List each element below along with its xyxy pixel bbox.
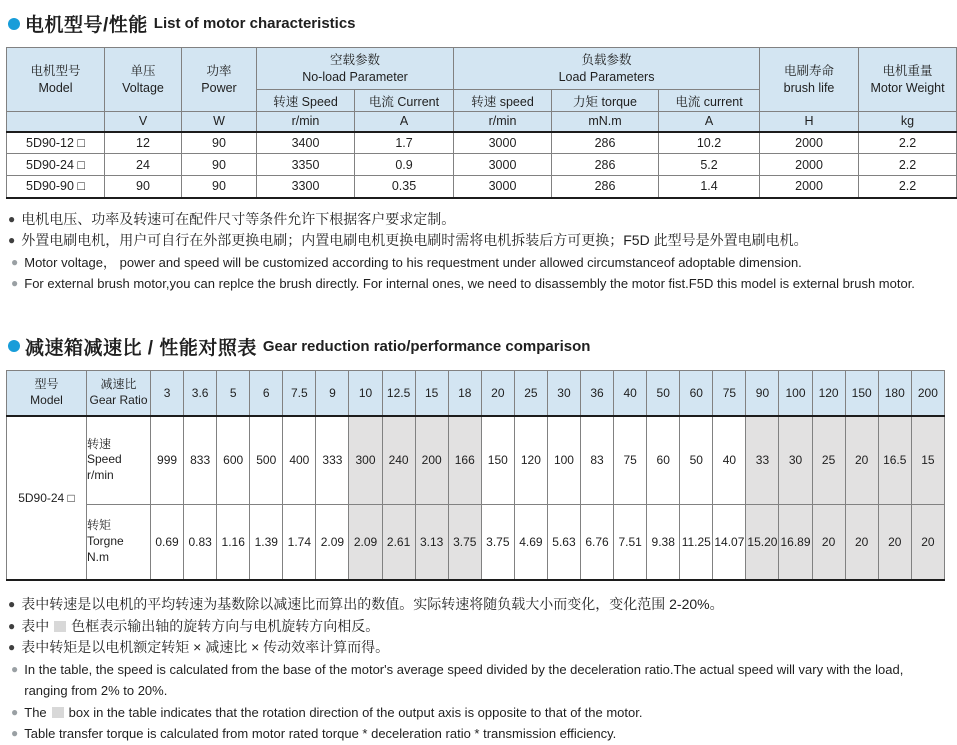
gear-ratio-header-3: 3	[151, 370, 184, 416]
note-text: 外置电刷电机，用户可自行在外部更换电刷；内置电刷电机更换电刷时需将电机拆装后方可更换；F5D 此型号是外置电刷电机。	[21, 232, 808, 248]
gear-ratio-header-180: 180	[878, 370, 911, 416]
unit-voltage: V	[105, 112, 182, 132]
load-speed-header: 转速 speed	[454, 90, 552, 112]
gear-speed-10: 300	[349, 416, 382, 504]
gear-speed-60: 50	[680, 416, 713, 504]
unit-brush: H	[760, 112, 859, 132]
cell: 12	[105, 132, 182, 154]
note-text: 电机电压、功率及转速可在配件尺寸等条件允许下根据客户要求定制。	[21, 210, 456, 227]
gear-ratio-header-150: 150	[845, 370, 878, 416]
motor-note-3	[8, 252, 945, 274]
note-text: 表中 色框表示输出轴的旋转方向与电机旋转方向相反。	[21, 617, 380, 634]
model-cell: 5D90-12 □	[7, 132, 105, 154]
gear-note-6	[8, 723, 945, 745]
gear-torque-20: 3.75	[481, 504, 514, 580]
gear-torque-40: 7.51	[614, 504, 647, 580]
cell: 24	[105, 154, 182, 176]
gear-torque-9: 2.09	[316, 504, 349, 580]
note-bullet-icon: ●	[8, 233, 16, 247]
weight-header-en: Motor Weight	[870, 80, 945, 95]
gear-torque-15: 3.13	[415, 504, 448, 580]
cell: 90	[182, 154, 257, 176]
gear-ratio-header-7.5: 7.5	[283, 370, 316, 416]
note-bullet-icon: ●	[8, 211, 16, 226]
speed-label-unit: r/min	[87, 468, 114, 483]
cell: 3000	[454, 132, 552, 154]
gear-model-header-en: Model	[30, 392, 63, 407]
gear-torque-150: 20	[845, 504, 878, 580]
note-text: For external brush motor,you can replce the brush directly. For internal ones, we need to disassembly the motor fist.F5D this model is external brush motor.	[24, 276, 915, 291]
cell: 1.7	[355, 132, 454, 154]
gear-torque-30: 5.63	[547, 504, 580, 580]
gear-torque-100: 16.89	[779, 504, 812, 580]
gear-ratio-header-cn: 减速比	[100, 377, 137, 392]
gear-speed-150: 20	[845, 416, 878, 504]
gear-speed-7.5: 400	[283, 416, 316, 504]
gear-ratio-header-25: 25	[514, 370, 547, 416]
gear-ratio-header-12.5: 12.5	[382, 370, 415, 416]
gear-ratio-header-5: 5	[217, 370, 250, 416]
gear-ratio-header-100: 100	[779, 370, 812, 416]
gear-torque-3: 0.69	[151, 504, 184, 580]
cell: 2.2	[859, 132, 957, 154]
gear-ratio-table	[6, 370, 945, 582]
gear-ratio-header-90: 90	[746, 370, 779, 416]
gear-ratio-header-18: 18	[448, 370, 481, 416]
gear-speed-15: 200	[415, 416, 448, 504]
gear-ratio-header-60: 60	[680, 370, 713, 416]
unit-load-torque: mN.m	[552, 112, 659, 132]
model-header-cn: 电机型号	[30, 64, 81, 79]
note-bullet-icon: ●	[11, 704, 19, 719]
gear-ratio-header-75: 75	[713, 370, 746, 416]
note-text: The box in the table indicates that the rotation direction of the output axis is opposite to that of the motor.	[24, 704, 643, 720]
gear-ratio-header-9: 9	[316, 370, 349, 416]
speed-row-label	[87, 416, 151, 504]
gear-note-1	[8, 594, 945, 616]
unit-load-speed: r/min	[454, 112, 552, 132]
section1-title-cn: 电机型号/性能	[25, 15, 148, 36]
weight-header-cn: 电机重量	[882, 64, 933, 79]
gear-speed-30: 100	[547, 416, 580, 504]
torque-label-cn: 转矩	[87, 518, 112, 533]
power-header-en: Power	[201, 80, 237, 95]
note-text: Table transfer torque is calculated from motor rated torque * deceleration ratio * transmission efficiency.	[24, 726, 617, 741]
noload-header-cn: 空载参数	[330, 53, 381, 68]
gear-torque-90: 15.20	[746, 504, 779, 580]
gear-speed-200: 15	[911, 416, 944, 504]
blue-dot-icon	[8, 340, 20, 352]
gear-note-2	[8, 616, 945, 638]
gear-ratio-header-200: 200	[911, 370, 944, 416]
note-bullet-icon: ●	[11, 726, 19, 740]
gear-torque-36: 6.76	[581, 504, 614, 580]
table-row	[7, 154, 957, 176]
model-header	[7, 48, 105, 112]
cell: 10.2	[659, 132, 760, 154]
unit-noload-current: A	[355, 112, 454, 132]
table-row	[7, 176, 957, 198]
load-torque-header: 力矩 torque	[552, 90, 659, 112]
load-header-cn: 负载参数	[581, 53, 632, 68]
cell: 90	[105, 176, 182, 198]
cell: 90	[182, 132, 257, 154]
gear-torque-10: 2.09	[349, 504, 382, 580]
gear-speed-20: 150	[481, 416, 514, 504]
gear-torque-12.5: 2.61	[382, 504, 415, 580]
gear-speed-100: 30	[779, 416, 812, 504]
section1-title	[8, 10, 945, 37]
gear-torque-3.6: 0.83	[184, 504, 217, 580]
gear-speed-6: 500	[250, 416, 283, 504]
gear-torque-75: 14.07	[713, 504, 746, 580]
gear-speed-90: 33	[746, 416, 779, 504]
unit-weight: kg	[859, 112, 957, 132]
noload-speed-header: 转速 Speed	[257, 90, 355, 112]
motor-notes	[8, 209, 945, 295]
blue-dot-icon	[8, 18, 20, 30]
gear-ratio-header-30: 30	[547, 370, 580, 416]
motor-note-2	[8, 230, 945, 252]
gear-ratio-header-3.6: 3.6	[184, 370, 217, 416]
table-row	[7, 132, 957, 154]
cell: 5.2	[659, 154, 760, 176]
gear-model-cell: 5D90-24 □	[7, 416, 87, 580]
cell: 90	[182, 176, 257, 198]
cell: 286	[552, 154, 659, 176]
gear-model-header	[7, 370, 87, 416]
gear-torque-200: 20	[911, 504, 944, 580]
gear-ratio-header-6: 6	[250, 370, 283, 416]
cell: 2.2	[859, 154, 957, 176]
section1-title-en: List of motor characteristics	[153, 15, 356, 32]
gear-speed-50: 60	[647, 416, 680, 504]
brush-life-header	[760, 48, 859, 112]
note-text: 表中转矩是以电机额定转矩 × 减速比 × 传动效率计算而得。	[21, 639, 390, 655]
model-cell: 5D90-24 □	[7, 154, 105, 176]
cell: 1.4	[659, 176, 760, 198]
section2-title	[8, 333, 945, 360]
gear-ratio-header	[87, 370, 151, 416]
gear-note-5	[8, 702, 945, 724]
motor-note-1	[8, 209, 945, 231]
load-current-header: 电流 current	[659, 90, 760, 112]
note-text: Motor voltage， power and speed will be customized according to his requestment under allowed circumstanceof adoptable dimension.	[24, 254, 802, 270]
cell: 3300	[257, 176, 355, 198]
unit-noload-speed: r/min	[257, 112, 355, 132]
voltage-header	[105, 48, 182, 112]
cell: 3400	[257, 132, 355, 154]
note-bullet-icon: ●	[8, 597, 16, 611]
gear-ratio-header-36: 36	[581, 370, 614, 416]
gear-ratio-header-15: 15	[415, 370, 448, 416]
gear-speed-75: 40	[713, 416, 746, 504]
gear-speed-3: 999	[151, 416, 184, 504]
voltage-header-en: Voltage	[122, 80, 164, 95]
gear-torque-50: 9.38	[647, 504, 680, 580]
brush-header-en: brush life	[783, 80, 835, 95]
gear-torque-120: 20	[812, 504, 845, 580]
gear-speed-9: 333	[316, 416, 349, 504]
gray-box-swatch	[54, 621, 66, 632]
gear-torque-180: 20	[878, 504, 911, 580]
cell: 3000	[454, 154, 552, 176]
torque-row-label	[87, 504, 151, 580]
cell: 2000	[760, 176, 859, 198]
gear-speed-18: 166	[448, 416, 481, 504]
note-text: 表中转速是以电机的平均转速为基数除以减速比而算出的数值。实际转速将随负载大小而变化，变化范围 2-20%。	[21, 596, 724, 612]
gear-speed-120: 25	[812, 416, 845, 504]
gear-ratio-header-40: 40	[614, 370, 647, 416]
load-group-header	[454, 48, 760, 90]
gear-model-header-cn: 型号	[34, 377, 59, 392]
gear-ratio-header-120: 120	[812, 370, 845, 416]
note-bullet-icon: ●	[8, 618, 16, 633]
gear-ratio-header-en: Gear Ratio	[89, 392, 148, 407]
note-bullet-icon: ●	[8, 640, 16, 654]
weight-header	[859, 48, 957, 112]
section2-title-en: Gear reduction ratio/performance comparison	[262, 337, 591, 355]
speed-label-cn: 转速	[87, 436, 112, 451]
gear-speed-25: 120	[514, 416, 547, 504]
motor-note-4	[8, 273, 945, 295]
gear-torque-7.5: 1.74	[283, 504, 316, 580]
motor-characteristics-table	[6, 47, 957, 199]
power-header-cn: 功率	[206, 64, 232, 79]
voltage-header-cn: 单压	[130, 64, 156, 79]
gear-ratio-header-20: 20	[481, 370, 514, 416]
gear-speed-12.5: 240	[382, 416, 415, 504]
load-header-en: Load Parameters	[558, 69, 655, 84]
gear-ratio-header-50: 50	[647, 370, 680, 416]
cell: 3000	[454, 176, 552, 198]
unit-load-current: A	[659, 112, 760, 132]
speed-label-en: Speed	[87, 452, 122, 467]
gear-speed-3.6: 833	[184, 416, 217, 504]
note-bullet-icon: ●	[11, 276, 19, 290]
gear-speed-5: 600	[217, 416, 250, 504]
cell: 2000	[760, 154, 859, 176]
gear-torque-18: 3.75	[448, 504, 481, 580]
model-cell: 5D90-90 □	[7, 176, 105, 198]
note-text: In the table, the speed is calculated from the base of the motor's average speed divided by the deceleration ratio.The actual speed will vary with the load, ranging from 2% to 20%.	[24, 661, 904, 698]
gear-torque-5: 1.16	[217, 504, 250, 580]
torque-label-unit: N.m	[87, 549, 109, 564]
cell: 286	[552, 176, 659, 198]
model-header-en: Model	[38, 80, 73, 95]
noload-group-header	[257, 48, 454, 90]
cell: 0.9	[355, 154, 454, 176]
noload-current-header: 电流 Current	[355, 90, 454, 112]
gear-torque-25: 4.69	[514, 504, 547, 580]
section2-title-cn: 减速箱减速比 / 性能对照表	[25, 337, 257, 359]
brush-header-cn: 电刷寿命	[784, 64, 835, 79]
gear-torque-60: 11.25	[680, 504, 713, 580]
gear-note-3	[8, 637, 945, 659]
unit-model	[7, 112, 105, 132]
gear-torque-6: 1.39	[250, 504, 283, 580]
gear-speed-36: 83	[581, 416, 614, 504]
gray-box-swatch	[52, 707, 64, 718]
gear-notes	[8, 594, 945, 745]
cell: 2000	[760, 132, 859, 154]
cell: 286	[552, 132, 659, 154]
gear-note-4	[8, 659, 945, 702]
note-bullet-icon: ●	[11, 661, 19, 676]
cell: 3350	[257, 154, 355, 176]
power-header	[182, 48, 257, 112]
gear-speed-40: 75	[614, 416, 647, 504]
cell: 0.35	[355, 176, 454, 198]
unit-power: W	[182, 112, 257, 132]
cell: 2.2	[859, 176, 957, 198]
gear-speed-180: 16.5	[878, 416, 911, 504]
torque-label-en: Torgne	[87, 533, 124, 548]
noload-header-en: No-load Parameter	[302, 69, 408, 84]
note-bullet-icon: ●	[11, 254, 19, 269]
gear-ratio-header-10: 10	[349, 370, 382, 416]
